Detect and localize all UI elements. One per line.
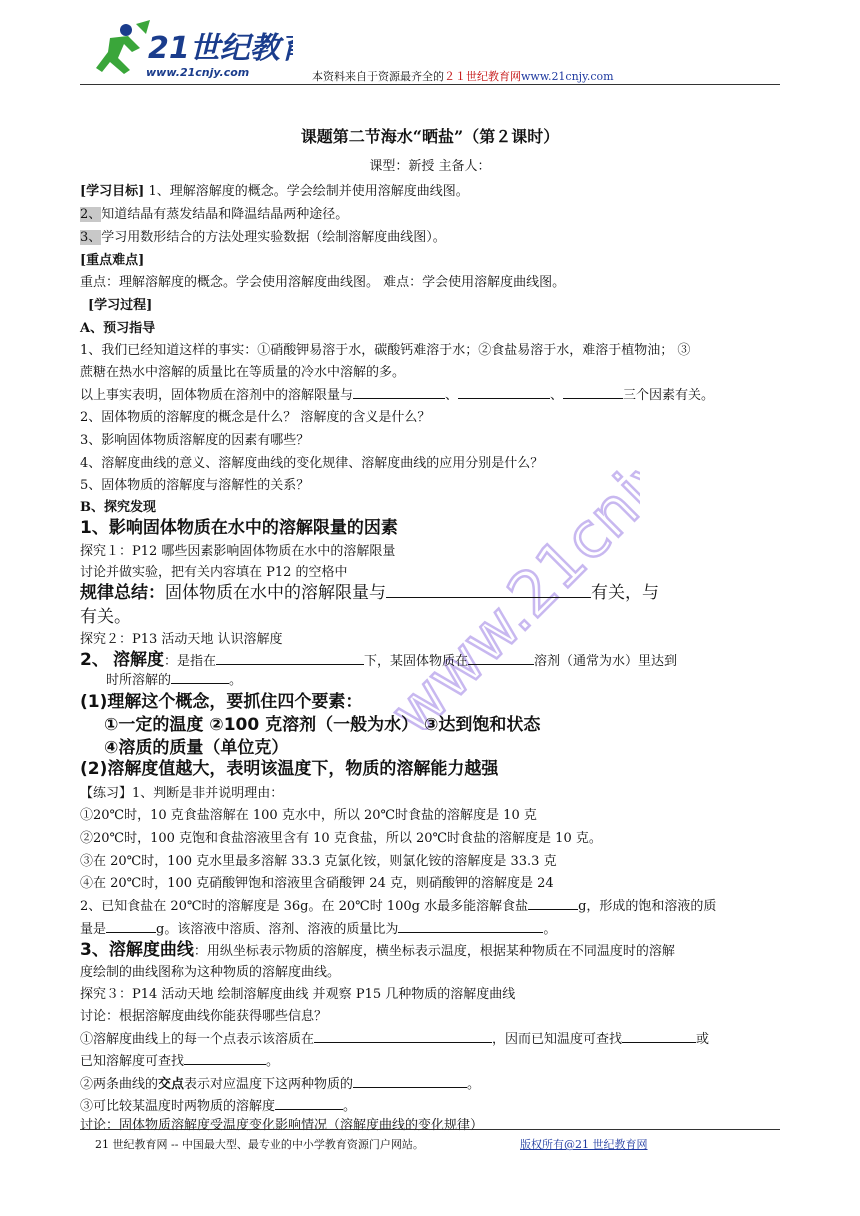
process-label: [学习过程] — [88, 298, 153, 313]
goals-line-2: 2、知道结晶有蒸发结晶和降温结晶两种途径。 — [80, 207, 349, 222]
goals-line-1: [学习目标] 1、理解溶解度的概念。学会绘制并使用溶解度曲线图。 — [80, 184, 469, 199]
blank-field — [106, 920, 156, 933]
b-heading-3: 3、溶解度曲线：用纵坐标表示物质的溶解度，横坐标表示温度，根据某种物质在不同温度时的溶解 — [80, 940, 675, 960]
exercise-4: ④在 20℃时，100 克硝酸钾饱和溶液里含硝酸钾 24 克，则硝酸钾的溶解度是 24 — [80, 876, 554, 891]
exercise-label: 【练习】1、判断是非并说明理由： — [80, 786, 284, 801]
logo-url: www.21cnjy.com — [146, 66, 250, 79]
blank-field — [171, 671, 229, 684]
header-divider — [80, 84, 780, 85]
b-heading-1: 1、影响固体物质在水中的溶解限量的因素 — [80, 518, 398, 538]
b-heading-2-line-2: 时所溶解的 。 — [106, 673, 243, 688]
footer-copyright-link[interactable]: 版权所有@21 世纪教育网 — [520, 1138, 648, 1151]
blank-field — [458, 386, 550, 399]
b-explore-1: 探究１：P12 哪些因素影响固体物质在水中的溶解限量 — [80, 544, 396, 559]
runner-logo-icon — [88, 18, 293, 80]
section-a-label: A、预习指导 — [80, 321, 156, 336]
blank-field — [528, 897, 578, 910]
page-subtitle: 课型：新授 主备人： — [369, 159, 491, 174]
a-q1-line-1: 1、我们已经知道这样的事实：①硝酸钾易溶于水，碳酸钙难溶于水；②食盐易溶于水，难溶于植物油； ③ — [80, 343, 691, 358]
watermark — [300, 400, 640, 730]
keypoints-label: [重点难点] — [80, 253, 145, 268]
discuss-1: 讨论：根据溶解度曲线你能获得哪些信息？ — [80, 1009, 328, 1024]
blank-field — [468, 652, 534, 665]
discuss-5: ③可比较某温度时两物质的溶解度 。 — [80, 1099, 357, 1114]
concept-line-2: ①一定的温度 ②100 克溶剂（一般为水） ③达到饱和状态 — [104, 715, 541, 735]
exercise-1: ①20℃时，10 克食盐溶解在 100 克水中，所以 20℃时食盐的溶解度是 10 克 — [80, 808, 537, 823]
blank-field — [398, 920, 543, 933]
concept-line-4: (2)溶解度值越大，表明该温度下，物质的溶解能力越强 — [80, 759, 499, 779]
blank-field — [216, 652, 364, 665]
blank-field — [353, 1075, 467, 1088]
a-q3: 3、影响固体物质溶解度的因素有哪些？ — [80, 433, 310, 448]
rule-summary-line-2: 有关。 — [80, 607, 131, 627]
section-b-label: B、探究发现 — [80, 500, 156, 515]
exercise-5-line-2: 量是 g。该溶液中溶质、溶剂、溶液的质量比为 。 — [80, 922, 557, 937]
concept-line-3: ④溶质的质量（单位克） — [104, 738, 289, 758]
exercise-2: ②20℃时，100 克饱和食盐溶液里含有 10 克食盐，所以 20℃时食盐的溶解度是 10 克。 — [80, 831, 602, 846]
watermark-text: www.21cnjy.com — [375, 400, 640, 730]
discuss-4: ②两条曲线的交点表示对应温度下这两种物质的 。 — [80, 1077, 481, 1092]
footer-text: 21 世纪教育网 -- 中国最大型、最专业的中小学教育资源门户网站。 — [95, 1138, 424, 1151]
blank-field — [563, 386, 623, 399]
goals-label: [学习目标] — [80, 184, 145, 199]
keypoints-line: 重点：理解溶解度的概念。学会使用溶解度曲线图。 难点：学会使用溶解度曲线图。 — [80, 275, 566, 290]
discuss-2: ①溶解度曲线上的每一个点表示该溶质在 ，因而已知温度可查找 或 — [80, 1032, 710, 1047]
b-heading-3-line-2: 度绘制的曲线图称为这种物质的溶解度曲线。 — [80, 965, 341, 980]
blank-field — [386, 581, 591, 598]
a-q1-line-2: 蔗糖在热水中溶解的质量比在等质量的冷水中溶解的多。 — [80, 365, 406, 380]
blank-field — [275, 1097, 343, 1110]
blank-field — [314, 1030, 492, 1043]
header-site: ２１世纪教育网 — [444, 70, 521, 83]
b-explore-3: 探究３：P14 活动天地 绘制溶解度曲线 并观察 P15 几种物质的溶解度曲线 — [80, 987, 516, 1002]
discuss-3: 已知溶解度可查找 。 — [80, 1054, 280, 1069]
footer-divider — [80, 1129, 780, 1130]
site-logo — [88, 18, 293, 80]
rule-summary: 规律总结：固体物质在水中的溶解限量与 有关，与 — [80, 583, 659, 603]
discuss-6: 讨论：固体物质溶解度受温度变化影响情况（溶解度曲线的变化规律） — [80, 1118, 484, 1133]
blank-field — [353, 386, 445, 399]
exercise-5-line-1: 2、已知食盐在 20℃时的溶解度是 36g。在 20℃时 100g 水最多能溶解食盐 g，形成的饱和溶液的质 — [80, 899, 717, 914]
blank-field — [184, 1052, 266, 1065]
goals-line-3: 3、学习用数形结合的方法处理实验数据（绘制溶解度曲线图）。 — [80, 230, 446, 245]
a-q5: 5、固体物质的溶解度与溶解性的关系？ — [80, 478, 310, 493]
b-explore-1b: 讨论并做实验，把有关内容填在 P12 的空格中 — [80, 565, 348, 580]
a-q2: 2、固体物质的溶解度的概念是什么？ 溶解度的含义是什么？ — [80, 410, 431, 425]
blank-field — [622, 1030, 696, 1043]
logo-text: 21世纪教 — [148, 31, 280, 66]
page-title: 课题第二节海水“晒盐”（第２课时） — [300, 127, 560, 146]
header-url-link[interactable]: www.21cnjy.com — [521, 70, 614, 83]
header-note: 本资料来自于资源最齐全的２１世纪教育网www.21cnjy.com — [312, 70, 614, 83]
exercise-3: ③在 20℃时，100 克水里最多溶解 33.3 克氯化铵，则氯化铵的溶解度是 33.3 克 — [80, 854, 557, 869]
b-heading-2: 2、 溶解度：是指在 下，某固体物质在 溶剂（通常为水）里达到 — [80, 650, 678, 670]
concept-line-1: (1)理解这个概念，要抓住四个要素： — [80, 692, 363, 712]
a-q4: 4、溶解度曲线的意义、溶解度曲线的变化规律、溶解度曲线的应用分别是什么？ — [80, 456, 544, 471]
b-explore-2: 探究２：P13 活动天地 认识溶解度 — [80, 632, 283, 647]
a-q1-line-3: 以上事实表明，固体物质在溶剂中的溶解限量与 、 、 三个因素有关。 — [80, 388, 715, 403]
